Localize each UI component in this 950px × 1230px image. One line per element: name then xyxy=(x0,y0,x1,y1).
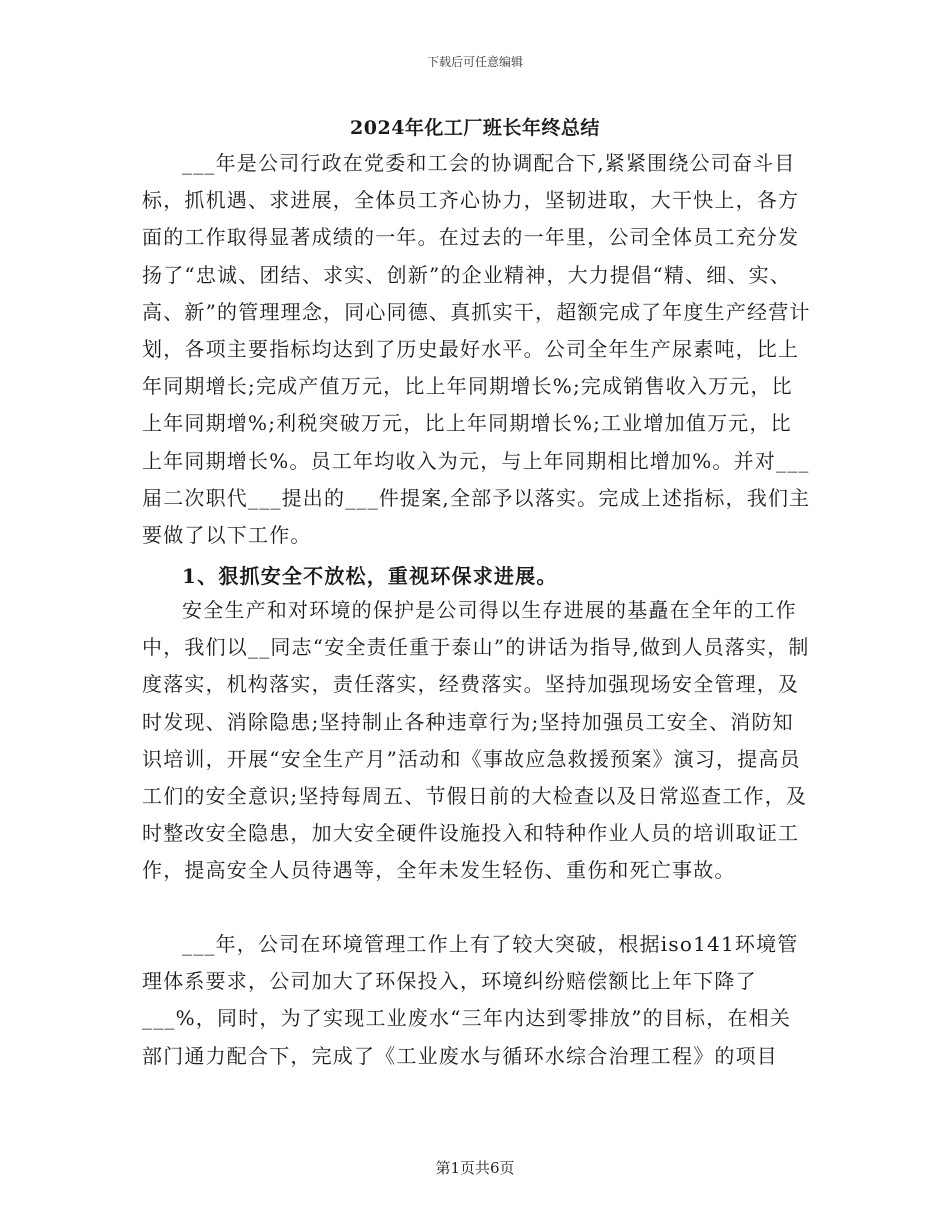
paragraph-text: 安全生产和对环境的保护是公司得以生存进展的基矗在全年的工作中，我们以__同志“安全责任重于泰山”的讲话为指导,做到人员落实，制度落实，机构落实，责任落实，经费落实。坚持加强现场安全管理，及时发现、消除隐患;坚持制止各种违章行为;坚持加强员工安全、消防知识培训，开展“安全生产月”活动和《事故应急救援预案》演习，提高员工们的安全意识;坚持每周五、节假日前的大检查以及日常巡查工作，及时整改安全隐患，加大安全硬件设施投入和特种作业人员的培训取证工作，提高安全人员待遇等，全年未发生轻伤、重伤和死亡事故。 xyxy=(142,598,810,883)
header-note: 下载后可任意编辑 xyxy=(426,55,523,69)
paragraph-environment xyxy=(142,926,812,1075)
section-heading: 1、狠抓安全不放松，重视环保求进展。 xyxy=(182,564,558,588)
document-title: 2024年化工厂班长年终总结 xyxy=(350,117,600,139)
paragraph-text: ___年是公司行政在党委和工会的协调配合下,紧紧围绕公司奋斗目标，抓机遇、求进展，全体员工齐心协力，坚韧进取，大干快上，各方面的工作取得显著成绩的一年。在过去的一年里，公司全体员工充分发扬了“忠诚、团结、求实、创新”的企业精神，大力提倡“精、细、实、高、新”的管理理念，同心同德、真抓实干，超额完成了年度生产经营计划，各项主要指标均达到了历史最好水平。公司全年生产尿素吨，比上年同期增长;完成产值万元，比上年同期增长%;完成销售收入万元，比上年同期增%;利税突破万元，比上年同期增长%;工业增加值万元，比上年同期增长%。员工年均收入为元，与上年同期相比增加%。并对___届二次职代___提出的___件提案,全部予以落实。完成上述指标，我们主要做了以下工作。 xyxy=(142,151,811,548)
paragraph-safety xyxy=(142,592,812,890)
page-footer: 第1页共6页 xyxy=(435,1159,515,1177)
paragraph-text: ___年，公司在环境管理工作上有了较大突破，根据iso141环境管理体系要求，公司加大了环保投入，环境纠纷赔偿额比上年下降了___%，同时，为了实现工业废水“三年内达到零排放”的目标，在相关部门通力配合下，完成了《工业废水与循环水综合治理工程》的项目 xyxy=(142,932,799,1068)
paragraph-intro xyxy=(142,145,812,554)
